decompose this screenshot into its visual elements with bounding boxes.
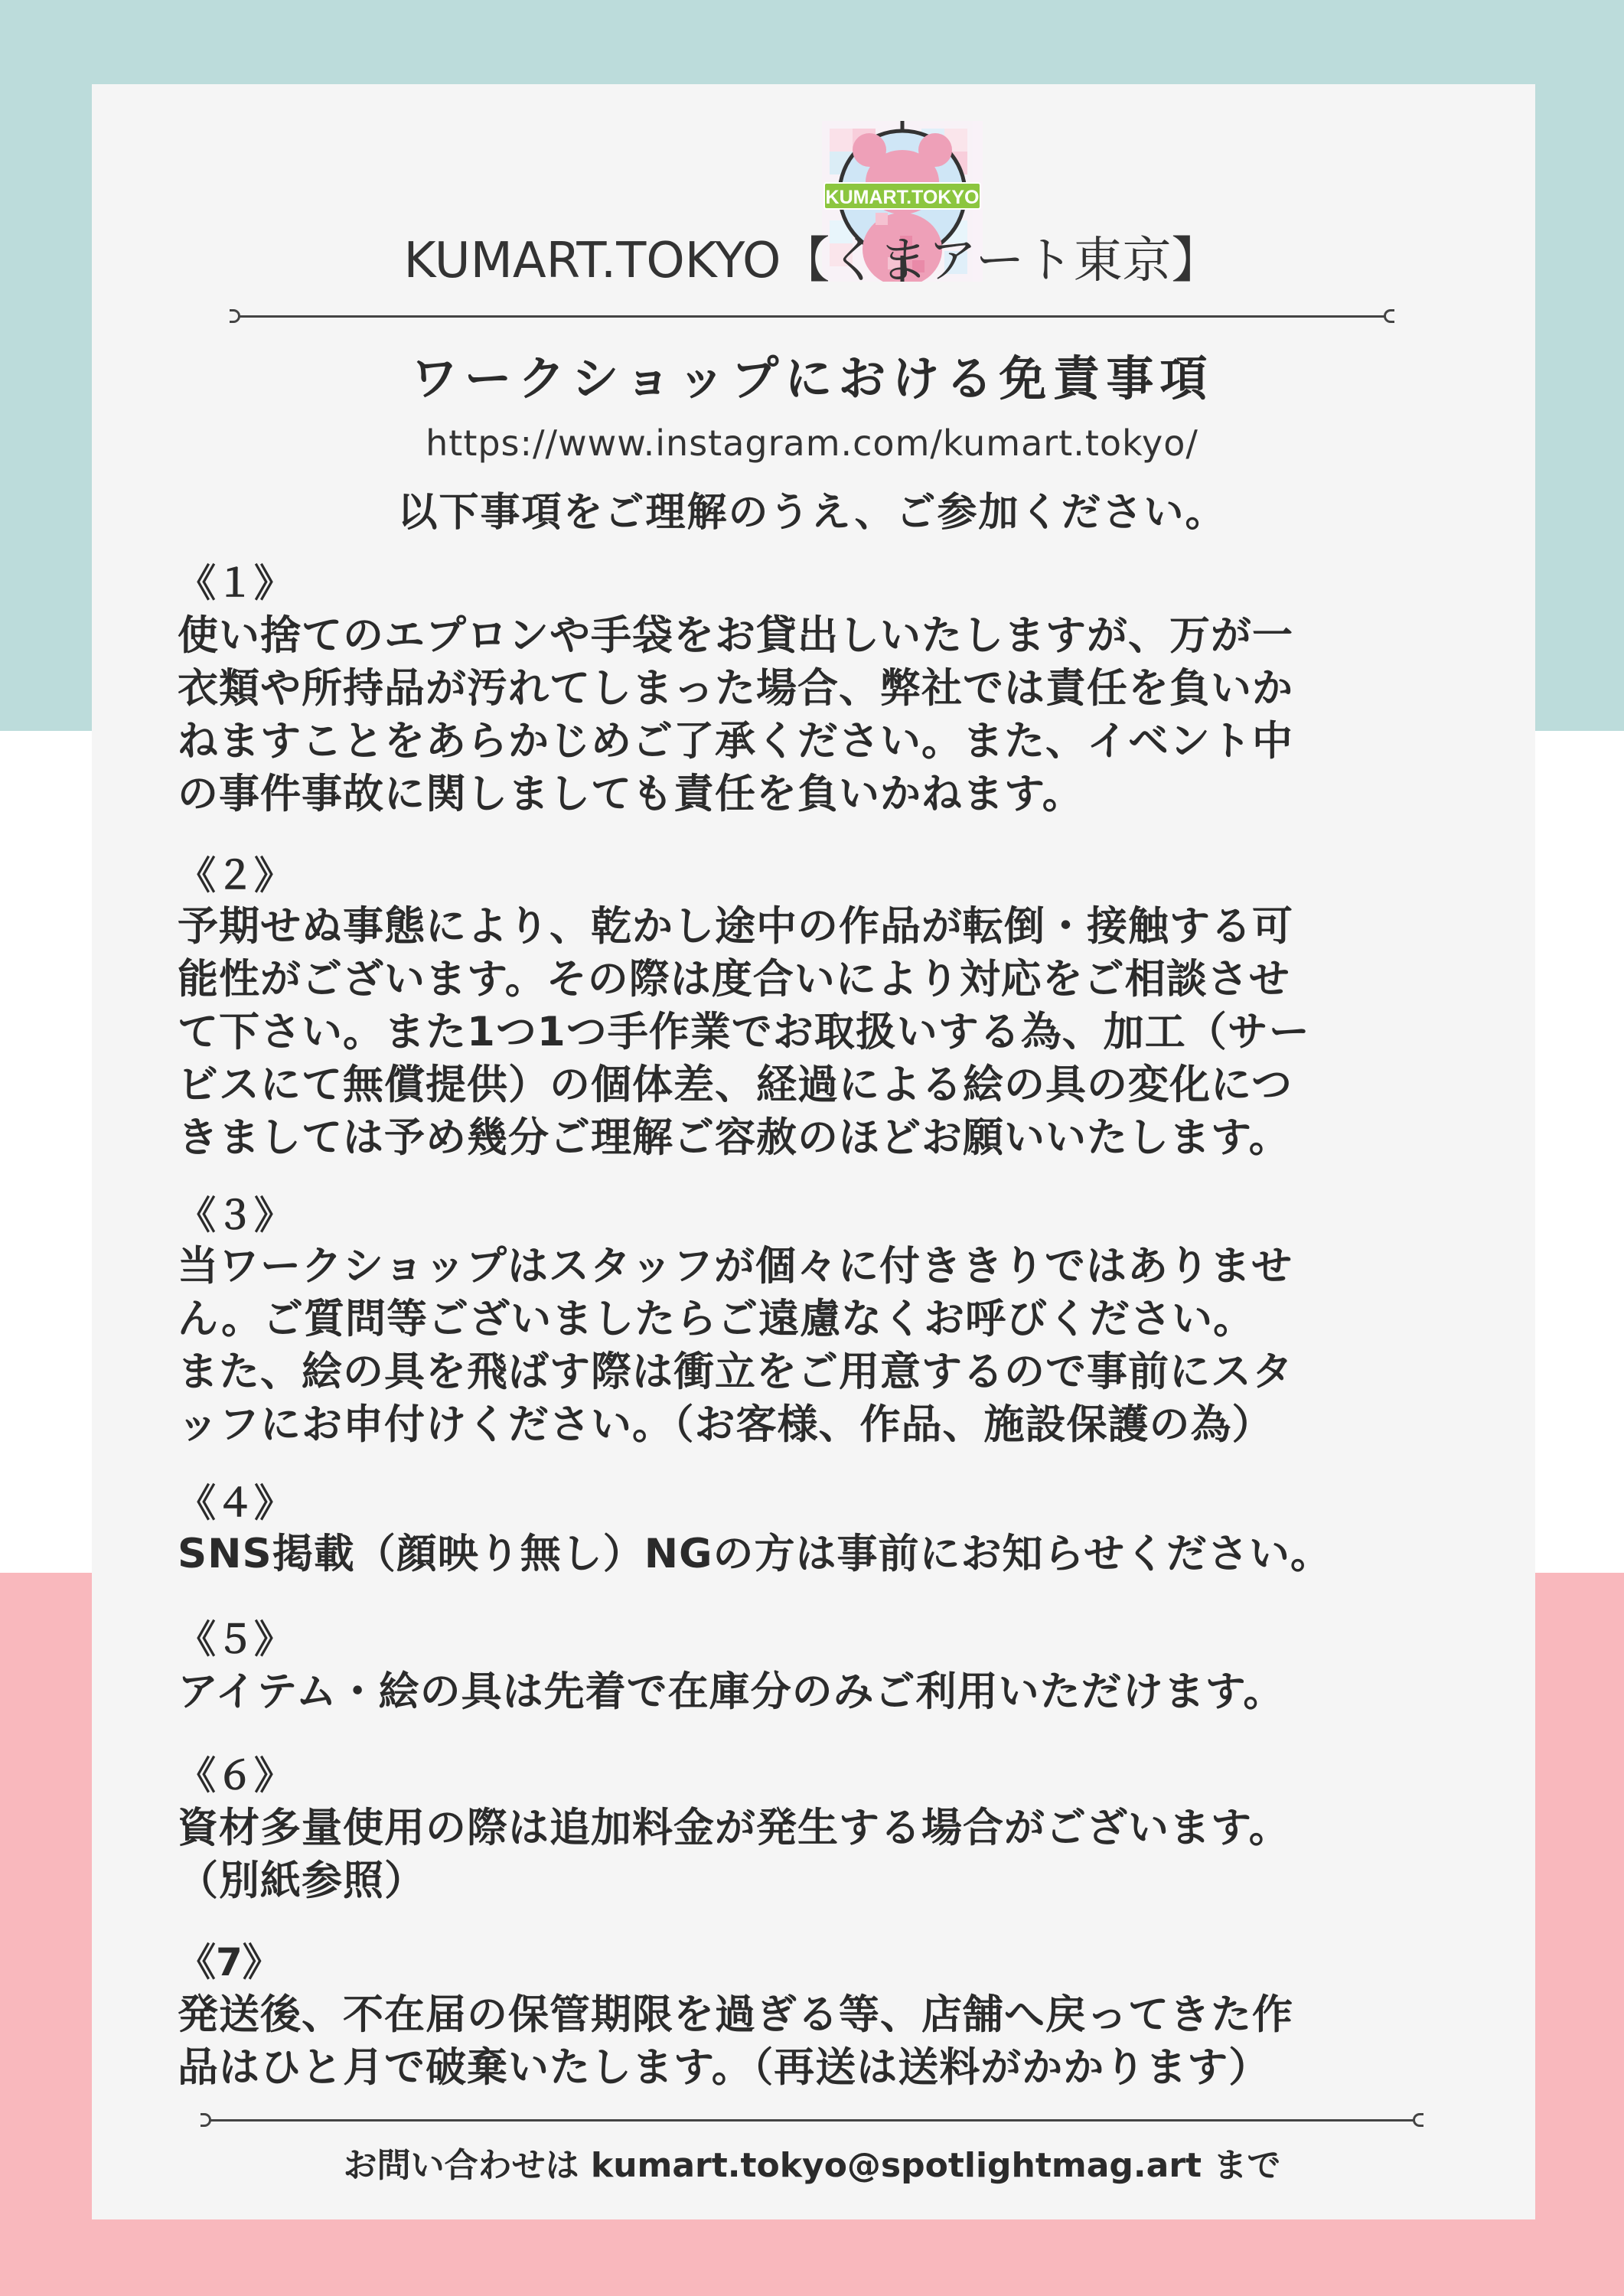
section-number-2: 《２》 [178,853,292,898]
intro-text: 以下事項をご理解のうえ、ご参加ください。 [397,490,1227,536]
section-body-5 [178,1665,1284,1718]
page-title: ワークショップにおける免責事項 [410,351,1214,406]
section-line: て下さい。また1つ1つ手作業でお取扱いする為、加工（サー [178,1009,1310,1055]
section-line: の事件事故に関しましても責任を負いかねます。 [178,771,1084,817]
section-body-7 [178,1988,1293,2094]
section-line: アイテム・絵の具は先着で在庫分のみご利用いただけます。 [178,1668,1285,1715]
section-body-4 [178,1528,1332,1580]
section-line: ねますことをあらかじめご了承ください。また、イベント中 [178,718,1293,765]
section-line: 衣類や所持品が汚れてしまった場合、弊社では責任を負いか [178,665,1293,712]
section-line: ん。ご質問等ございましたらご遠慮なくお呼びください。 [178,1296,1255,1342]
section-body-2 [178,900,1310,1164]
section-line: 使い捨てのエプロンや手袋をお貸出しいたしますが、万が一 [178,612,1293,659]
logo-text: KUMART.TOKYO [823,182,981,210]
brand-title: KUMART.TOKYO【くまアート東京】 [403,233,1221,289]
section-body-1 [178,609,1293,820]
section-line: ッフにお申付けください。（お客様、作品、施設保護の為） [178,1401,1273,1448]
section-number-4: 《４》 [178,1481,292,1525]
top-divider [230,307,1394,325]
section-line: また、絵の具を飛ばす際は衝立をご用意するので事前にスタ [178,1349,1293,1395]
section-number-6: 《６》 [178,1753,292,1798]
section-line: きましては予め幾分ご理解ご容赦のほどお願いいたします。 [178,1114,1290,1161]
contact-text: お問い合わせは kumart.tokyo@spotlightmag.art まで [343,2146,1281,2185]
section-line: 資材多量使用の際は追加料金が発生する場合がございます。 [178,1805,1290,1851]
section-line: 能性がございます。その際は度合いにより対応をご相談させ [178,956,1290,1003]
section-number-3: 《３》 [178,1193,292,1238]
section-line: 品はひと月で破棄いたします。（再送は送料がかかります） [178,2044,1270,2091]
section-line: 当ワークショップはスタッフが個々に付ききりではありませ [178,1243,1293,1290]
section-line: 予期せぬ事態により、乾かし途中の作品が転倒・接触する可 [178,903,1293,950]
section-line: SNS掲載（顔映り無し）NGの方は事前にお知らせください。 [178,1531,1332,1577]
section-number-5: 《５》 [178,1617,292,1662]
section-body-3 [178,1240,1293,1451]
section-line: （別紙参照） [178,1857,426,1904]
instagram-url[interactable]: https://www.instagram.com/kumart.tokyo/ [426,422,1198,464]
section-line: ビスにて無償提供）の個体差、経過による絵の具の変化につ [178,1062,1293,1108]
section-number-1: 《１》 [178,561,292,605]
section-line: 発送後、不在届の保管期限を過ぎる等、店舗へ戻ってきた作 [178,1991,1293,2038]
section-body-6 [178,1802,1290,1907]
bottom-divider [201,2111,1423,2129]
section-number-7: 《7》 [178,1940,281,1985]
